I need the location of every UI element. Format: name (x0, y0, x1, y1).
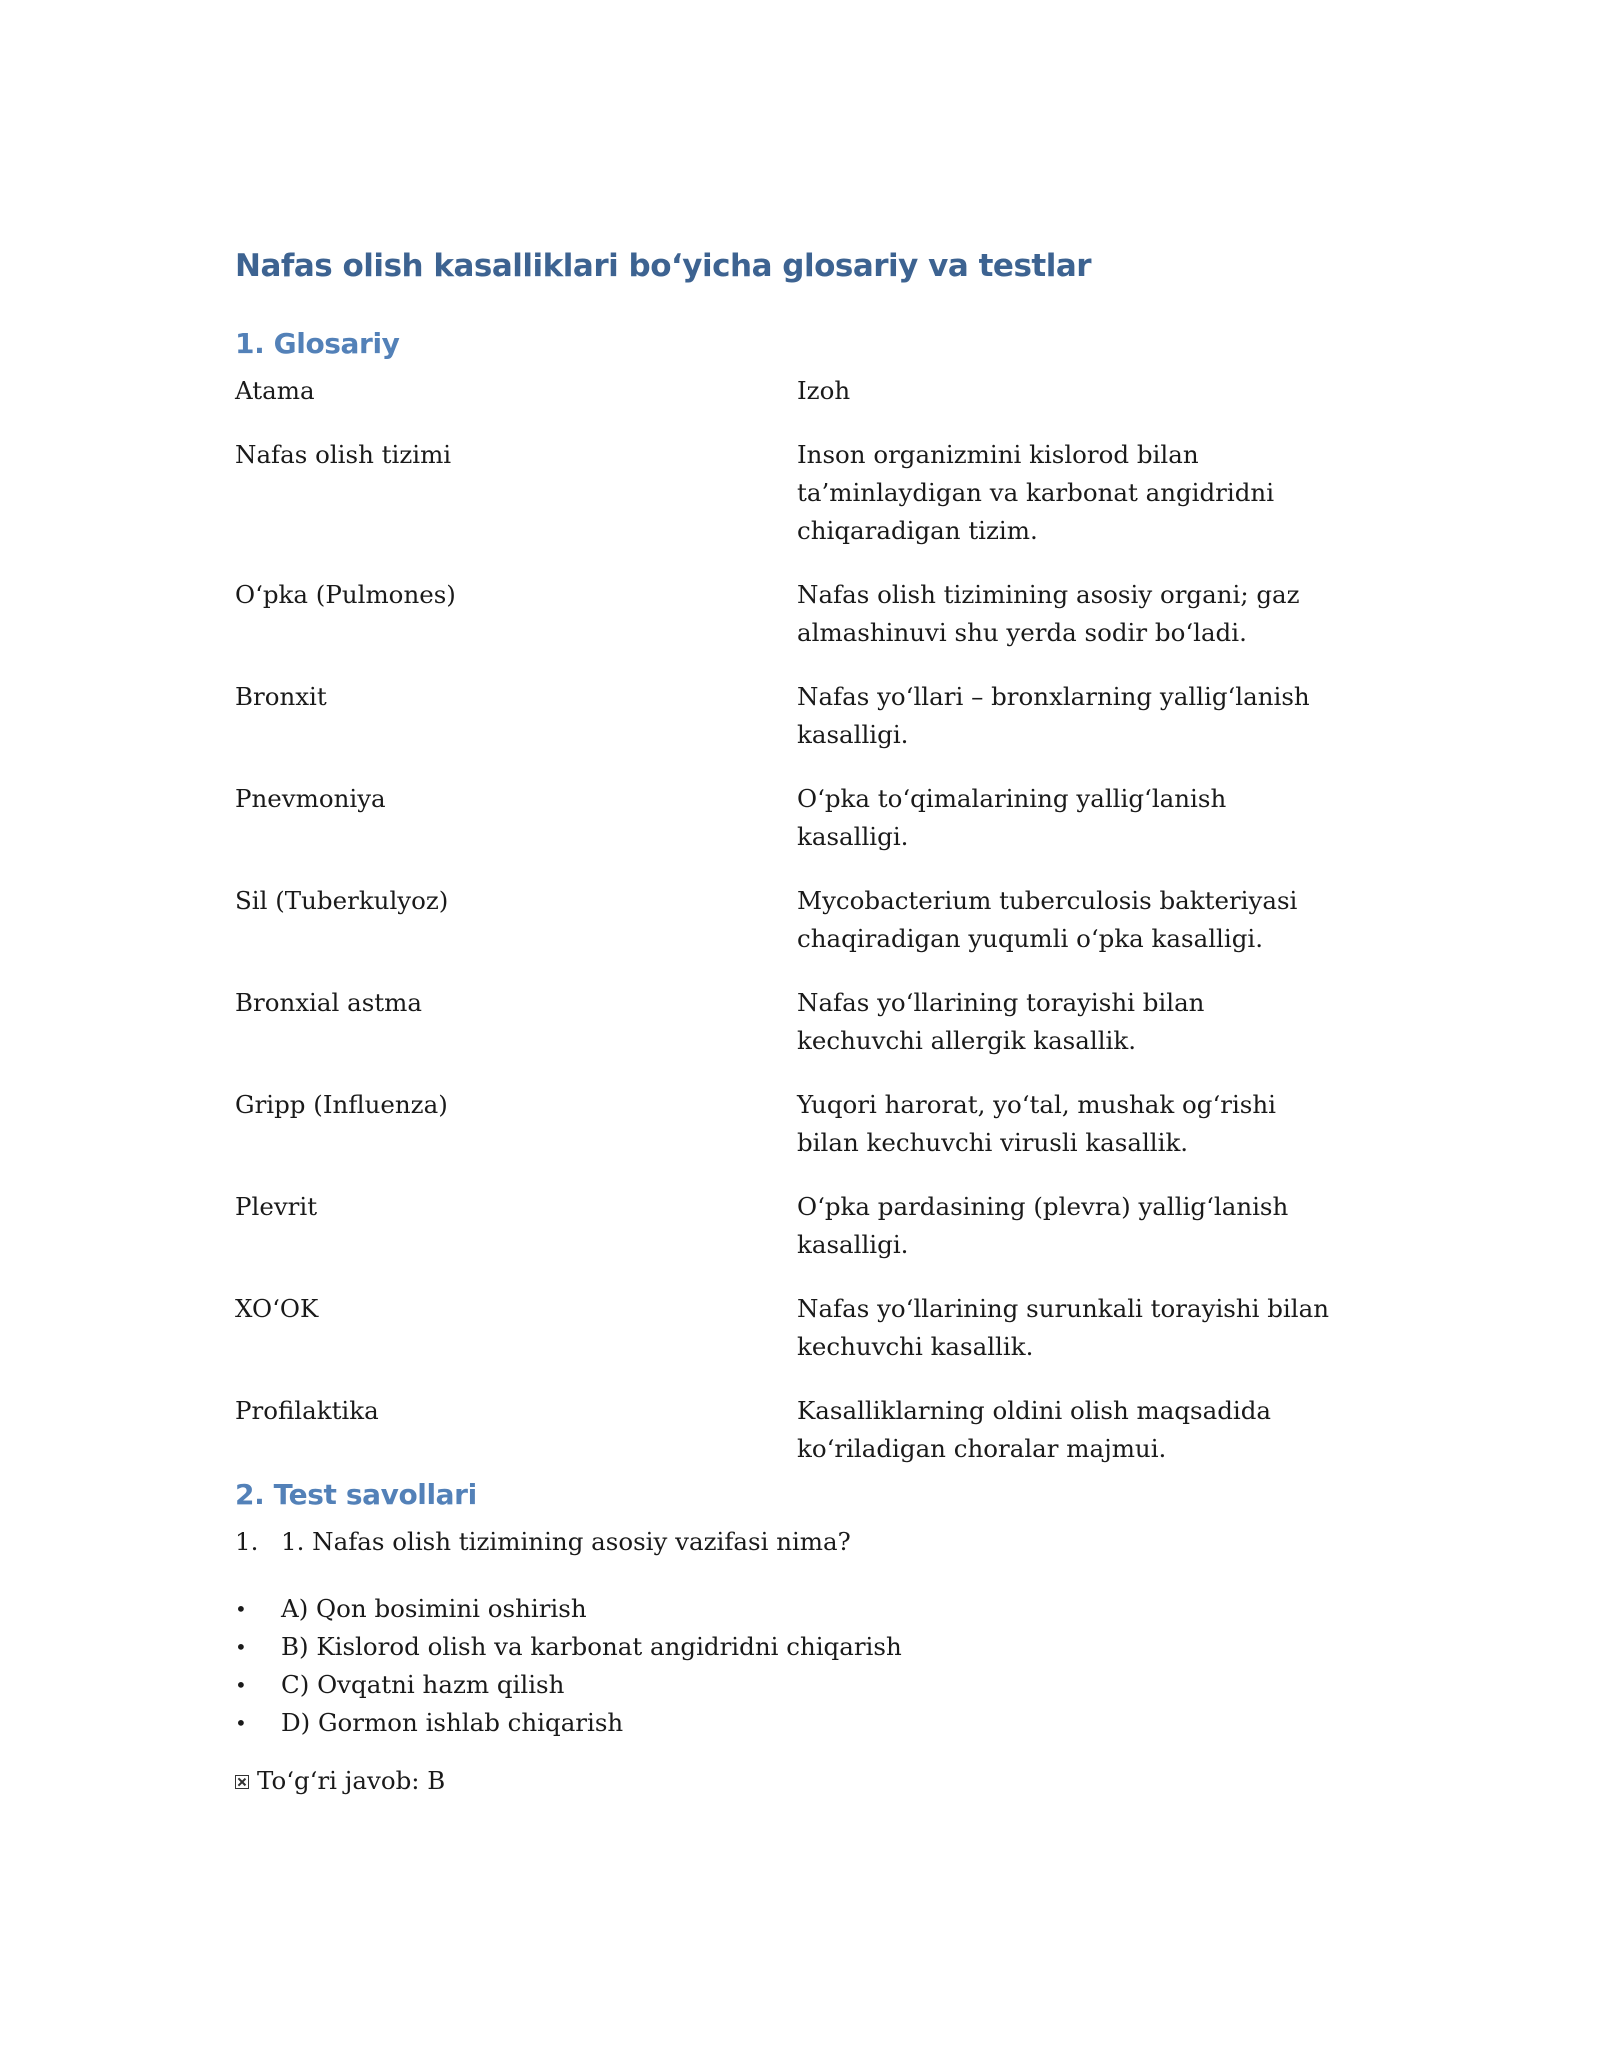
glossary-term: Gripp (Influenza) (235, 1090, 448, 1119)
glossary-definition: Mycobacterium tuberculosis bakteriyasi chaqiradigan yuqumli o‘pka kasalligi. (797, 886, 1298, 953)
glossary-term: Bronxial astma (235, 988, 422, 1017)
question-number: 1. (235, 1527, 259, 1556)
glossary-definition: Inson organizmini kislorod bilan ta’minlaydigan va karbonat angidridni chiqaradigan tizim. (797, 440, 1275, 545)
bullet-icon: • (235, 1673, 247, 1697)
glossary-row (235, 436, 1365, 550)
glossary-row (235, 1188, 1365, 1264)
answer-option (235, 1590, 902, 1628)
glossary-row (235, 780, 1365, 856)
answer-option (235, 1628, 902, 1666)
bullet-icon: • (235, 1635, 247, 1659)
answer-option-text: A) Qon bosimini oshirish (281, 1594, 587, 1623)
glossary-term: Pnevmoniya (235, 784, 386, 813)
glossary-row (235, 984, 1365, 1060)
answer-option (235, 1666, 902, 1704)
document-title: Nafas olish kasalliklari bo‘yicha glosariy va testlar (235, 248, 1092, 284)
correct-answer-text: To‘g‘ri javob: B (257, 1766, 446, 1795)
bullet-icon: • (235, 1711, 247, 1735)
glossary-term: Plevrit (235, 1192, 318, 1221)
answer-option (235, 1704, 902, 1742)
glossary-row (235, 1086, 1365, 1162)
answer-option-text: B) Kislorod olish va karbonat angidridni chiqarish (281, 1632, 902, 1661)
glossary-definition: Nafas yo‘llari – bronxlarning yallig‘lanish kasalligi. (797, 682, 1310, 749)
glossary-row (235, 576, 1365, 652)
glossary-row (235, 1392, 1365, 1468)
glossary-row (235, 1290, 1365, 1366)
glossary-definition: O‘pka pardasining (plevra) yallig‘lanish kasalligi. (797, 1192, 1289, 1259)
answer-option-text: C) Ovqatni hazm qilish (281, 1670, 565, 1699)
glossary-term: Profilaktika (235, 1396, 379, 1425)
glossary-term: Nafas olish tizimi (235, 440, 452, 469)
glossary-heading: 1. Glosariy (235, 327, 400, 360)
glossary-table (235, 372, 1365, 1494)
glossary-definition: Kasalliklarning oldini olish maqsadida ko‘riladigan choralar majmui. (797, 1396, 1272, 1463)
glossary-definition: Nafas yo‘llarining surunkali torayishi bilan kechuvchi kasallik. (797, 1294, 1329, 1361)
bullet-icon: • (235, 1597, 247, 1621)
answer-options-list (235, 1590, 902, 1742)
glossary-term-column-header: Atama (235, 376, 315, 405)
checkbox-icon (235, 1775, 249, 1789)
glossary-definition: Nafas yo‘llarining torayishi bilan kechuvchi allergik kasallik. (797, 988, 1205, 1055)
tests-heading: 2. Test savollari (235, 1478, 477, 1511)
glossary-term: O‘pka (Pulmones) (235, 580, 456, 609)
glossary-header-row (235, 372, 1365, 410)
glossary-definition: Nafas olish tizimining asosiy organi; gaz almashinuvi shu yerda sodir bo‘ladi. (797, 580, 1300, 647)
glossary-definition: Yuqori harorat, yo‘tal, mushak og‘rishi bilan kechuvchi virusli kasallik. (797, 1090, 1276, 1157)
test-question (235, 1523, 851, 1561)
answer-option-text: D) Gormon ishlab chiqarish (281, 1708, 624, 1737)
glossary-row (235, 882, 1365, 958)
question-text: 1. Nafas olish tizimining asosiy vazifasi nima? (281, 1527, 851, 1556)
glossary-term: Bronxit (235, 682, 327, 711)
glossary-row (235, 678, 1365, 754)
correct-answer (235, 1762, 445, 1800)
glossary-definition: O‘pka to‘qimalarining yallig‘lanish kasalligi. (797, 784, 1227, 851)
glossary-definition-column-header: Izoh (797, 376, 851, 405)
glossary-term: Sil (Tuberkulyoz) (235, 886, 449, 915)
glossary-term: XO‘OK (235, 1294, 319, 1323)
